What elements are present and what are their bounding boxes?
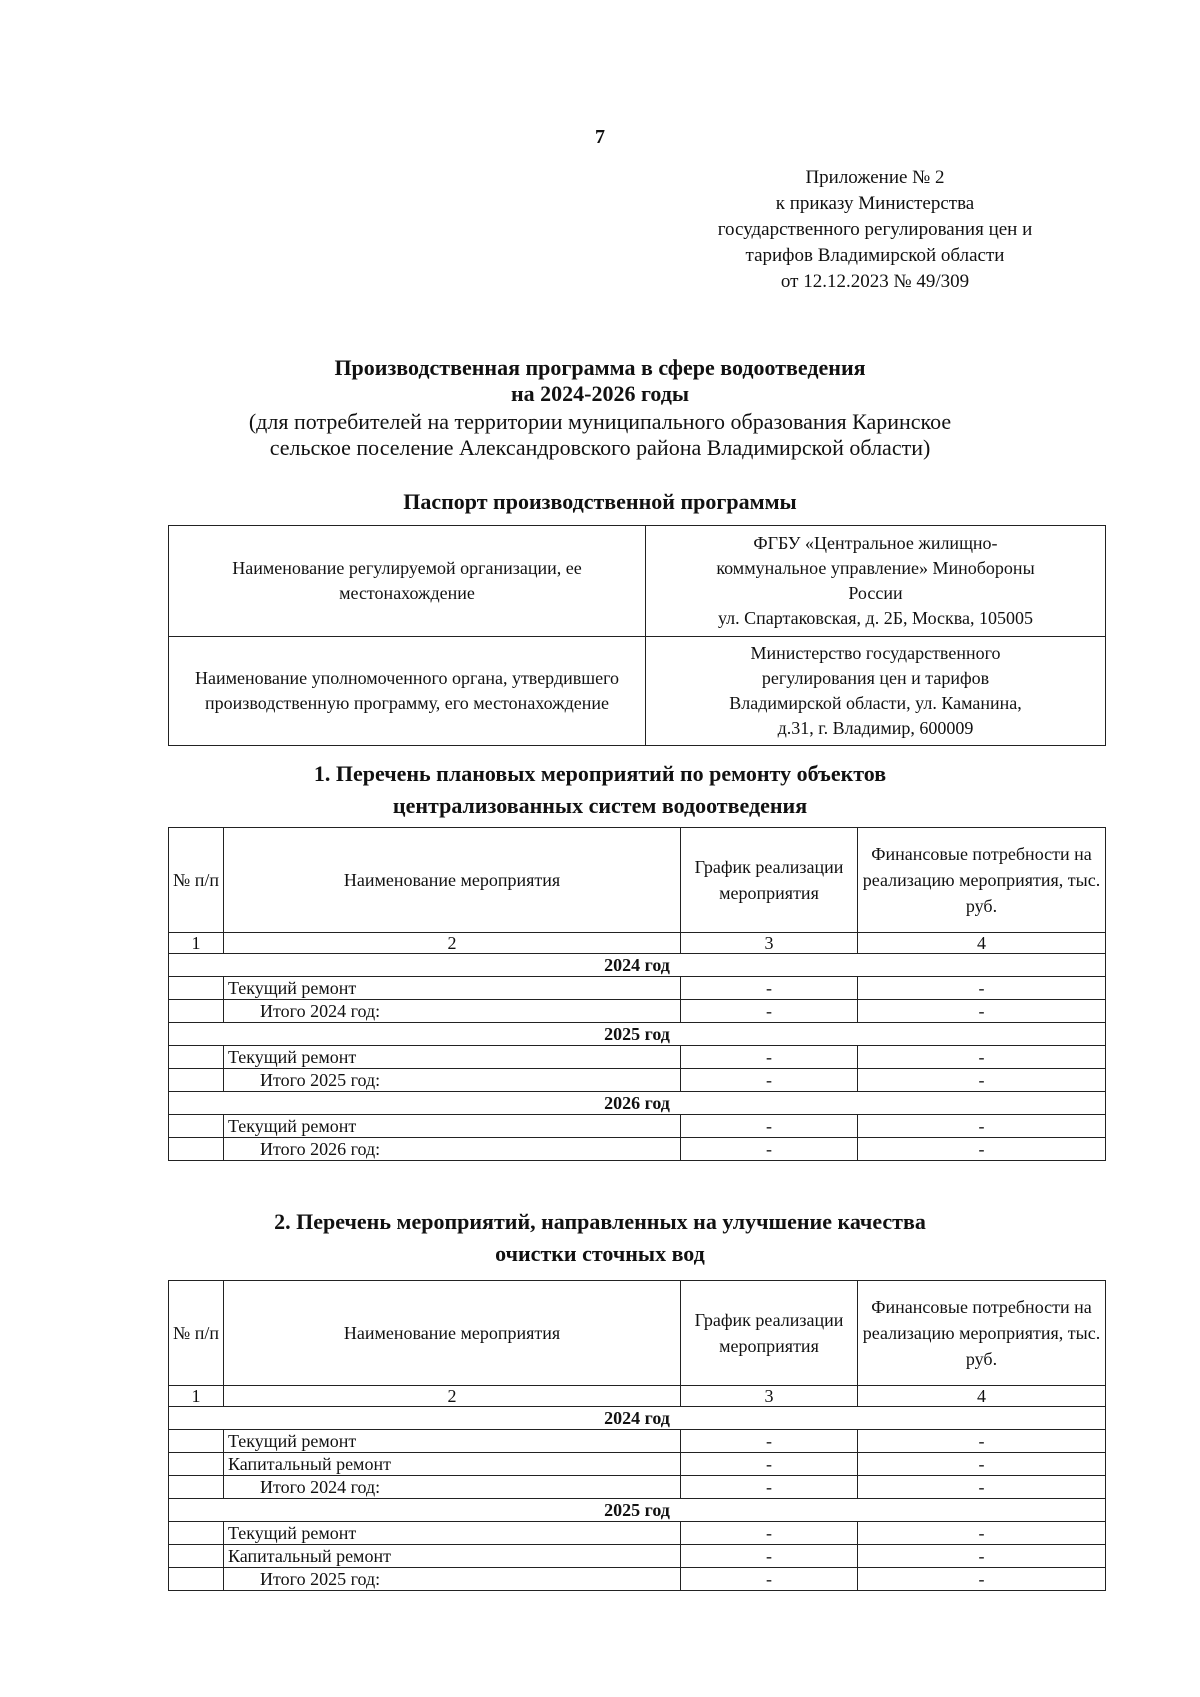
- row-finance: -: [858, 1545, 1106, 1568]
- row-schedule: -: [681, 977, 858, 1000]
- row-schedule: -: [681, 1046, 858, 1069]
- table-row: [169, 1453, 1106, 1476]
- title-line: на 2024-2026 годы: [510, 381, 690, 406]
- passport-value: [646, 526, 1106, 637]
- row-schedule: -: [681, 1138, 858, 1161]
- subtitle-line: сельское поселение Александровского района Владимирской области): [269, 435, 931, 460]
- passport-value: [646, 637, 1106, 746]
- appendix-line: государственного регулирования цен и: [717, 219, 1033, 240]
- row-name: Итого 2025 год:: [224, 1568, 681, 1591]
- value-line: Владимирской области, ул. Каманина,: [729, 693, 1022, 713]
- section-title-line: 1. Перечень плановых мероприятий по ремонту объектов: [313, 761, 887, 786]
- passport-row: [169, 526, 1106, 637]
- table-row: [169, 977, 1106, 1000]
- year-label: 2025 год: [169, 1023, 1106, 1046]
- row-finance: -: [858, 1000, 1106, 1023]
- row-schedule: -: [681, 1115, 858, 1138]
- title-line: Производственная программа в сфере водоотведения: [334, 355, 866, 380]
- column-number-row: [169, 1386, 1106, 1407]
- row-finance: -: [858, 1476, 1106, 1499]
- row-finance: -: [858, 1568, 1106, 1591]
- section-title-line: централизованных систем водоотведения: [392, 793, 808, 818]
- col-num: 1: [169, 1386, 224, 1407]
- appendix-block: [640, 165, 1110, 295]
- passport-label: Наименование уполномоченного органа, утвердившего производственную программу, его местонахождение: [169, 637, 646, 746]
- col-header-num: № п/п: [169, 1281, 224, 1386]
- passport-row: [169, 637, 1106, 746]
- section1-table: [168, 827, 1106, 1161]
- row-finance: -: [858, 1138, 1106, 1161]
- value-line: ФГБУ «Центральное жилищно-: [753, 533, 998, 553]
- table-row-total: [169, 1568, 1106, 1591]
- value-line: ул. Спартаковская, д. 2Б, Москва, 105005: [717, 608, 1034, 628]
- col-num: 4: [858, 933, 1106, 954]
- row-finance: -: [858, 1522, 1106, 1545]
- row-schedule: -: [681, 1069, 858, 1092]
- row-schedule: -: [681, 1430, 858, 1453]
- row-name: Капитальный ремонт: [224, 1545, 681, 1568]
- document-title: [0, 355, 1200, 407]
- document-subtitle: [0, 409, 1200, 461]
- section2-title: [0, 1206, 1200, 1270]
- row-finance: -: [858, 1430, 1106, 1453]
- table-row-total: [169, 1069, 1106, 1092]
- table-row: [169, 1522, 1106, 1545]
- col-header-schedule: График реализации мероприятия: [681, 828, 858, 933]
- row-name: Итого 2024 год:: [224, 1476, 681, 1499]
- col-header-name: Наименование мероприятия: [224, 1281, 681, 1386]
- appendix-line: Приложение № 2: [805, 167, 945, 188]
- col-header-num: № п/п: [169, 828, 224, 933]
- year-row: [169, 1407, 1106, 1430]
- table-row: [169, 1115, 1106, 1138]
- col-header-finance: Финансовые потребности на реализацию мероприятия, тыс. руб.: [858, 1281, 1106, 1386]
- row-name: Текущий ремонт: [224, 1522, 681, 1545]
- passport-label: Наименование регулируемой организации, ее местонахождение: [169, 526, 646, 637]
- year-label: 2024 год: [169, 1407, 1106, 1430]
- row-name: Текущий ремонт: [224, 1430, 681, 1453]
- col-num: 4: [858, 1386, 1106, 1407]
- section-title-line: 2. Перечень мероприятий, направленных на улучшение качества: [274, 1209, 926, 1234]
- col-num: 2: [224, 933, 681, 954]
- value-line: коммунальное управление» Минобороны: [716, 558, 1035, 578]
- header-row: [169, 1281, 1106, 1386]
- appendix-line: к приказу Министерства: [775, 193, 975, 214]
- passport-table: [168, 525, 1106, 746]
- col-num: 1: [169, 933, 224, 954]
- table-row: [169, 1545, 1106, 1568]
- row-name: Итого 2024 год:: [224, 1000, 681, 1023]
- row-name: Текущий ремонт: [224, 977, 681, 1000]
- row-finance: -: [858, 1069, 1106, 1092]
- passport-title: Паспорт производственной программы: [403, 489, 797, 514]
- row-schedule: -: [681, 1545, 858, 1568]
- appendix-line: тарифов Владимирской области: [745, 245, 1005, 266]
- page-number: 7: [595, 126, 605, 148]
- section1-title: [0, 758, 1200, 822]
- table-row: [169, 1046, 1106, 1069]
- row-schedule: -: [681, 1453, 858, 1476]
- row-schedule: -: [681, 1000, 858, 1023]
- value-line: России: [848, 583, 903, 603]
- col-num: 3: [681, 933, 858, 954]
- col-header-schedule: График реализации мероприятия: [681, 1281, 858, 1386]
- year-label: 2025 год: [169, 1499, 1106, 1522]
- header-row: [169, 828, 1106, 933]
- year-label: 2024 год: [169, 954, 1106, 977]
- row-name: Текущий ремонт: [224, 1115, 681, 1138]
- appendix-line: от 12.12.2023 № 49/309: [780, 271, 970, 292]
- row-finance: -: [858, 977, 1106, 1000]
- subtitle-line: (для потребителей на территории муниципального образования Каринское: [248, 409, 952, 434]
- row-schedule: -: [681, 1568, 858, 1591]
- col-num: 2: [224, 1386, 681, 1407]
- row-name: Итого 2025 год:: [224, 1069, 681, 1092]
- table-row-total: [169, 1476, 1106, 1499]
- row-name: Текущий ремонт: [224, 1046, 681, 1069]
- year-row: [169, 1499, 1106, 1522]
- year-row: [169, 1023, 1106, 1046]
- column-number-row: [169, 933, 1106, 954]
- value-line: Министерство государственного: [750, 643, 1001, 663]
- row-finance: -: [858, 1046, 1106, 1069]
- table-row-total: [169, 1000, 1106, 1023]
- col-num: 3: [681, 1386, 858, 1407]
- col-header-finance: Финансовые потребности на реализацию мероприятия, тыс. руб.: [858, 828, 1106, 933]
- section-title-line: очистки сточных вод: [495, 1241, 705, 1266]
- row-name: Капитальный ремонт: [224, 1453, 681, 1476]
- row-name: Итого 2026 год:: [224, 1138, 681, 1161]
- row-finance: -: [858, 1453, 1106, 1476]
- table-row: [169, 1430, 1106, 1453]
- row-finance: -: [858, 1115, 1106, 1138]
- year-label: 2026 год: [169, 1092, 1106, 1115]
- value-line: регулирования цен и тарифов: [761, 668, 990, 688]
- row-schedule: -: [681, 1476, 858, 1499]
- section2-table: [168, 1280, 1106, 1591]
- year-row: [169, 1092, 1106, 1115]
- table-row-total: [169, 1138, 1106, 1161]
- year-row: [169, 954, 1106, 977]
- row-schedule: -: [681, 1522, 858, 1545]
- value-line: д.31, г. Владимир, 600009: [777, 718, 974, 738]
- col-header-name: Наименование мероприятия: [224, 828, 681, 933]
